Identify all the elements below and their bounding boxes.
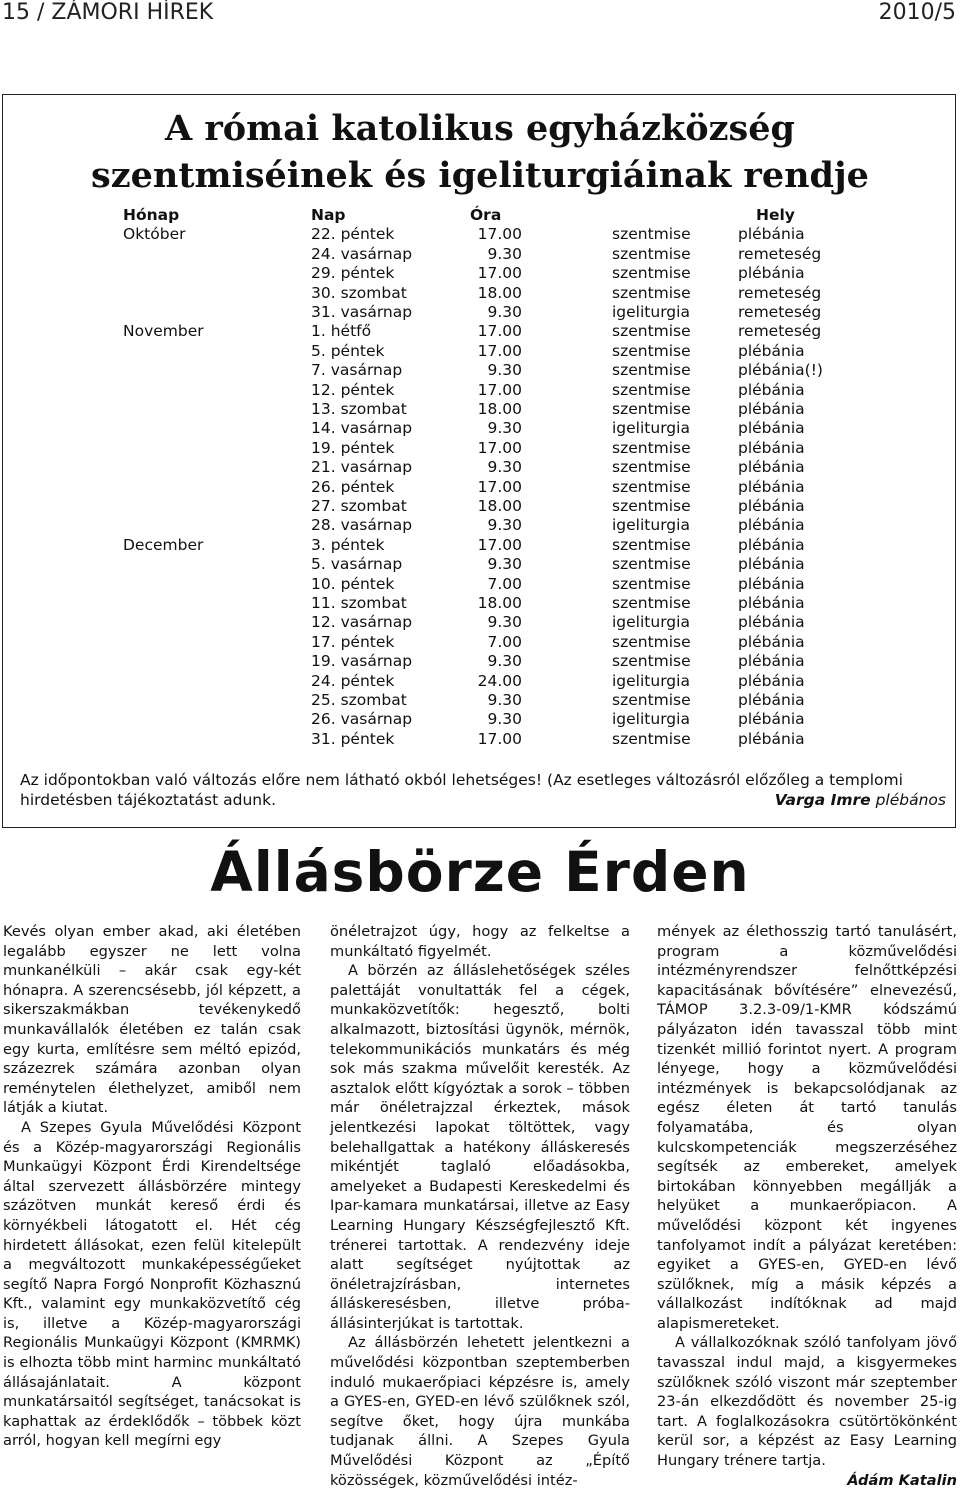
schedule-day: 25. szombat [311,691,407,709]
column-header-day: Nap [311,206,346,224]
schedule-month: December [123,535,204,554]
article-paragraph: mények az élethosszig tartó tanulásért, program a közművelődési intézményrendszer felnőttképzési kapacitásának bővítésére” elnevezésű, TÁMOP 3.2.3-09/1-KMR kódszámú pályázaton idén tavasszal több mint tizenkét millió forintot nyert. A program lényege, hogy a közművelődési intézmények is bekapcsolódjanak az egész életen át tartó tanulás folyamatába, és olyan kulcskompetenciák megszerzéséhez segítsék az embereket, amelyek birtokában könnyebben megállják a helyüket a munkaerőpiacon. A művelődési központ két ingyenes tanfolyamot indít a pályázat keretében: egyiket a GYES-en, GYED-en lévő szülőknek, míg a másik képzés a vállalkozást indítóknak ad majd alapismereteket. [657,923,957,1332]
schedule-day: 30. szombat [311,283,407,302]
schedule-place: plébánia [738,671,805,690]
schedule-time: 9.30 [487,652,522,671]
schedule-place: remeteség [738,283,822,302]
schedule-row [0,497,960,516]
schedule-time: 9.30 [487,458,522,477]
schedule-row [0,284,960,303]
schedule-month: November [123,322,204,341]
schedule-type: szentmise [612,361,691,380]
schedule-time: 9.30 [487,303,522,321]
schedule-time: 18.00 [477,283,522,302]
schedule-time: 17.00 [477,729,522,748]
schedule-day: 31. vasárnap [311,303,413,321]
schedule-row [0,516,960,535]
schedule-time: 17.00 [477,264,522,283]
article-paragraph: A börzén az álláslehetőségek széles palettáját vonultatták fel a cégek, munkaközvetítők: hegesztő, bolti alkalmazott, biztosítási ügynök, mérnök, telekommunikációs munkatárs és még sok más szakma művelőit keresték. Az asztalok előtt kígyóztak a sorok – többen már önéletrajzzal érkeztek, mások jelentkezési lapokat töltöttek, vagy belehallgattak a hatékony álláskeresés mikéntjét taglaló előadásokba, amelyeket a Budapesti Kereskedelmi és Ipar-kamara munkatársai, illetve az Easy Learning Hungary Készségfejlesztő Kft. trénerei tartottak. A rendezvény ideje alatt segítséget nyújtottak az önéletrajzírásban, internetes álláskeresésben, illetve próba-állásinterjúkat is tartottak. [330,962,630,1332]
schedule-type: igeliturgia [612,613,690,632]
schedule-row [0,691,960,710]
schedule-place: plébánia [738,341,805,360]
schedule-place: plébánia [738,225,805,244]
schedule-type: szentmise [612,535,691,554]
schedule-time: 9.30 [487,555,522,574]
schedule-place: plébánia [738,419,805,438]
schedule-place: plébánia [738,555,805,574]
article-paragraph: A Szepes Gyula Művelődési Központ és a Közép-magyarországi Regionális Munkaügyi Központ Érdi Kirendeltsége által szervezett állásbörzére mintegy százötven munkát kereső érdi és környékbeli látogatott el. Hét cég hirdetett állásokat, ezen felül kitelepült a megváltozott munkaképességűeket segítő Napra Forgó Nonprofit Közhasznú Kft., valamint egy munkaközvetítő cég is, illetve a Közép-magyarországi Regionális Munkaügyi Központ (KMRMK) is elhozta több mint harminc munkáltató állásajánlatait. A központ munkatársaitól segítséget, tanácsokat is kaphattak az érdeklődők – többek közt arról, hogyan kell megírni egy [3,1118,301,1450]
schedule-row [0,536,960,555]
schedule-place: plébánia [738,652,805,671]
schedule-place: plébánia [738,438,805,457]
schedule-time: 7.00 [487,632,522,651]
schedule-time: 17.00 [477,380,522,399]
schedule-row [0,458,960,477]
schedule-day: 12. péntek [311,380,395,399]
schedule-time: 18.00 [477,400,522,418]
schedule-day: 12. vasárnap [311,613,413,632]
schedule-time: 18.00 [477,594,522,612]
schedule-type: szentmise [612,380,691,399]
schedule-type: szentmise [612,283,691,302]
schedule-row [0,710,960,729]
article-paragraph: Kevés olyan ember akad, aki életében legalább egyszer ne lett volna munkanélküli – akár csak egy-két hónapra. A szerencsésebb, jól képzett, a sikerszakmákban tevékenykedő munkavállalók életében ez talán csak egy kurta, említésre sem méltó epizód, százezrek számára azonban olyan reménytelen élethelyzet, amiből nem látják a kiutat. [3,923,301,1117]
schedule-time: 9.30 [487,691,522,709]
schedule-type: szentmise [612,244,691,263]
schedule-place: plébánia [738,729,805,748]
schedule-row [0,381,960,400]
schedule-place: remeteség [738,322,822,341]
schedule-place: plébánia [738,535,805,554]
schedule-time: 9.30 [487,361,522,380]
schedule-day: 19. péntek [311,438,395,457]
signature-role: plébános [875,791,946,809]
schedule-signature [775,790,946,810]
article-column-3 [657,922,957,1490]
schedule-type: szentmise [612,400,691,418]
schedule-type: szentmise [612,632,691,651]
article-paragraph: önéletrajzot úgy, hogy az felkeltse a munkáltató figyelmét. [330,923,630,960]
schedule-row [0,613,960,632]
schedule-time: 9.30 [487,710,522,729]
schedule-day: 21. vasárnap [311,458,413,477]
schedule-row [0,264,960,283]
schedule-row [0,225,960,244]
schedule-time: 9.30 [487,516,522,535]
schedule-title [0,105,960,199]
column-header-month: Hónap [123,206,180,224]
schedule-row [0,361,960,380]
schedule-type: szentmise [612,594,691,612]
schedule-table-header [0,206,960,225]
schedule-day: 11. szombat [311,594,407,612]
schedule-day: 17. péntek [311,632,395,651]
schedule-month: Október [123,225,186,244]
schedule-note [20,770,946,810]
schedule-time: 17.00 [477,535,522,554]
schedule-day: 5. vasárnap [311,555,403,574]
column-header-time: Óra [470,206,502,224]
article-column-2 [330,922,630,1490]
page-header [0,0,960,28]
schedule-day: 24. péntek [311,671,395,690]
schedule-place: plébánia [738,400,805,418]
schedule-place: plébánia [738,516,805,535]
schedule-type: szentmise [612,322,691,341]
schedule-type: szentmise [612,225,691,244]
schedule-place: plébánia [738,632,805,651]
schedule-row [0,478,960,497]
schedule-row [0,342,960,361]
schedule-day: 29. péntek [311,264,395,283]
schedule-type: szentmise [612,652,691,671]
schedule-type: szentmise [612,438,691,457]
schedule-place: plébánia [738,594,805,612]
schedule-place: plébánia [738,574,805,593]
schedule-day: 7. vasárnap [311,361,403,380]
schedule-place: plébánia [738,477,805,496]
schedule-time: 9.30 [487,613,522,632]
schedule-place: plébánia [738,264,805,283]
schedule-row [0,633,960,652]
schedule-day: 27. szombat [311,497,407,515]
schedule-place: remeteség [738,244,822,263]
schedule-day: 5. péntek [311,341,385,360]
issue-number: 2010/5 [878,0,956,25]
schedule-row [0,245,960,264]
schedule-day: 14. vasárnap [311,419,413,438]
schedule-day: 24. vasárnap [311,244,413,263]
schedule-place: plébánia [738,458,805,477]
schedule-type: szentmise [612,341,691,360]
schedule-type: igeliturgia [612,671,690,690]
schedule-row [0,575,960,594]
schedule-row [0,439,960,458]
schedule-time: 18.00 [477,497,522,515]
schedule-time: 9.30 [487,244,522,263]
schedule-row [0,594,960,613]
article-author: Ádám Katalin [847,1471,957,1489]
schedule-row [0,303,960,322]
schedule-place: plébánia [738,691,805,709]
schedule-type: szentmise [612,477,691,496]
schedule-title-line1: A római katolikus egyházközség [165,108,795,149]
schedule-row [0,652,960,671]
schedule-note-text: Az időpontokban való változás előre nem látható okból lehetséges! (Az esetleges változásról előzőleg a templomi hirdetésben tájékoztatást adunk. [20,771,903,809]
schedule-type: szentmise [612,264,691,283]
schedule-day: 3. péntek [311,535,385,554]
schedule-time: 17.00 [477,477,522,496]
schedule-row [0,555,960,574]
schedule-day: 26. péntek [311,477,395,496]
signature-name: Varga Imre [774,791,871,809]
schedule-type: igeliturgia [612,303,690,321]
schedule-type: szentmise [612,574,691,593]
schedule-type: igeliturgia [612,710,690,729]
schedule-time: 17.00 [477,225,522,244]
schedule-time: 17.00 [477,341,522,360]
schedule-type: szentmise [612,497,691,515]
schedule-place: plébánia [738,497,805,515]
schedule-day: 1. hétfő [311,322,372,341]
schedule-type: szentmise [612,555,691,574]
page-number-title: 15 / ZÁMORI HÍREK [2,0,214,25]
schedule-row [0,322,960,341]
schedule-time: 17.00 [477,322,522,341]
schedule-place: plébánia [738,613,805,632]
schedule-time: 7.00 [487,574,522,593]
schedule-type: szentmise [612,729,691,748]
schedule-day: 22. péntek [311,225,395,244]
schedule-time: 24.00 [477,671,522,690]
schedule-row [0,730,960,749]
article-column-1 [3,922,301,1451]
schedule-row [0,672,960,691]
schedule-row [0,400,960,419]
schedule-type: igeliturgia [612,419,690,438]
schedule-place: plébánia [738,710,805,729]
schedule-title-line2: szentmiséinek és igeliturgiáinak rendje [91,155,869,196]
schedule-day: 28. vasárnap [311,516,413,535]
schedule-place: plébánia [738,380,805,399]
column-header-place: Hely [756,206,795,224]
article-paragraph: A vállalkozóknak szóló tanfolyam jövő tavasszal indul majd, a kisgyermekes szülőknek szóló viszont már szeptember 23-án elkezdődött és november 25-ig tart. A foglalkozásokra csütörtökönként kerül sor, a képzést az Easy Learning Hungary trénere tartja. [657,1334,957,1470]
schedule-day: 31. péntek [311,729,395,748]
schedule-type: igeliturgia [612,516,690,535]
schedule-day: 10. péntek [311,574,395,593]
article-paragraph: Az állásbörzén lehetett jelentkezni a művelődési központban szeptemberben induló mukaerőpiaci képzésre is, amely a GYES-en, GYED-en lévő szülőknek szól, segítve őket, hogy újra munkába tudjanak állni. A Szepes Gyula Művelődési Központ az „Építő közösségek, közművelődési intéz- [330,1334,630,1489]
schedule-day: 13. szombat [311,400,407,418]
schedule-type: szentmise [612,458,691,477]
schedule-time: 9.30 [487,419,522,438]
schedule-row [0,419,960,438]
article-title: Állásbörze Érden [210,840,750,904]
schedule-day: 26. vasárnap [311,710,413,729]
schedule-type: szentmise [612,691,691,709]
schedule-day: 19. vasárnap [311,652,413,671]
schedule-time: 17.00 [477,438,522,457]
schedule-place: plébánia(!) [738,361,823,380]
schedule-place: remeteség [738,303,822,321]
